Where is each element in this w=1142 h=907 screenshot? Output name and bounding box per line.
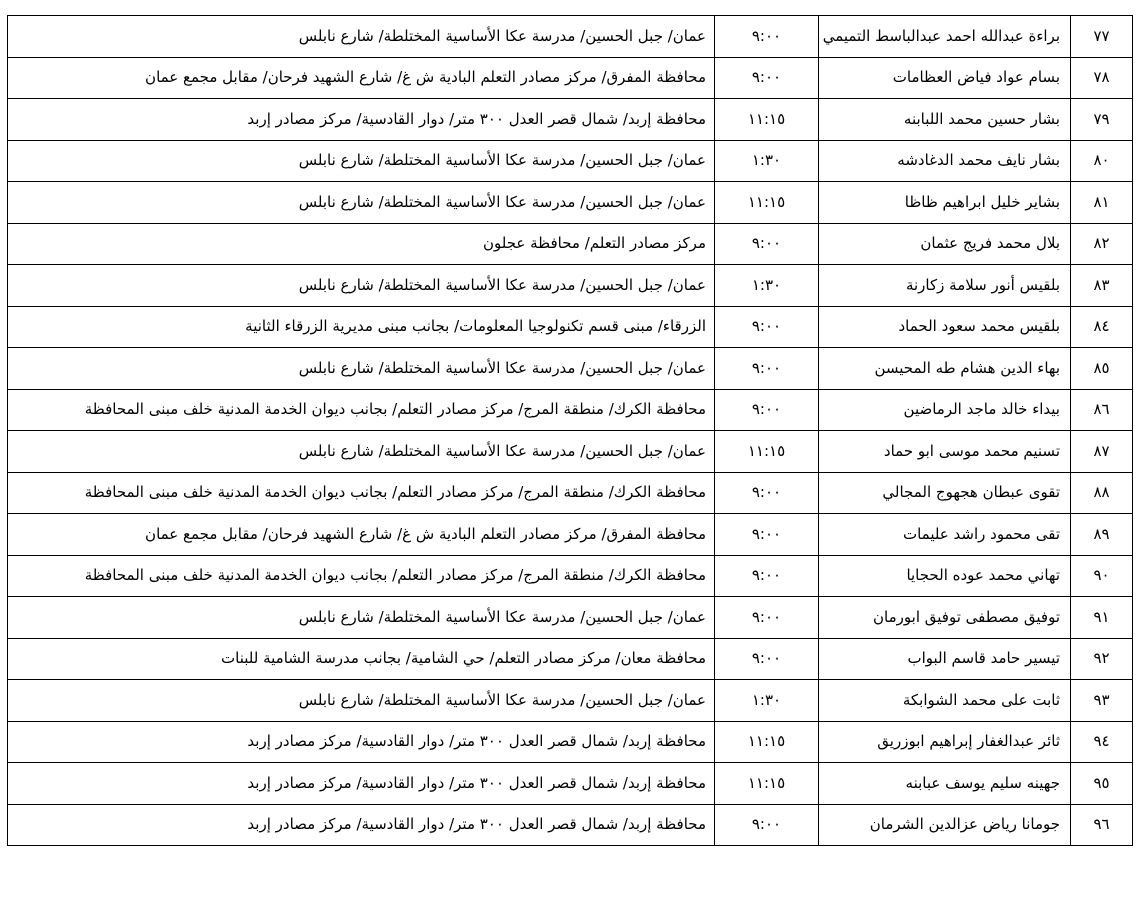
time-cell: ٩:٠٠ xyxy=(715,306,819,348)
time-cell: ١١:١٥ xyxy=(715,763,819,805)
name-cell: بلال محمد فريج عثمان xyxy=(819,223,1071,265)
time-cell: ٩:٠٠ xyxy=(715,638,819,680)
time-cell: ١١:١٥ xyxy=(715,182,819,224)
time-cell: ٩:٠٠ xyxy=(715,57,819,99)
name-cell: تقوى عبطان هجهوج المجالي xyxy=(819,472,1071,514)
row-number-cell: ٨٦ xyxy=(1071,389,1133,431)
time-cell: ٩:٠٠ xyxy=(715,223,819,265)
row-number-cell: ٩٦ xyxy=(1071,804,1133,846)
location-cell: عمان/ جبل الحسين/ مدرسة عكا الأساسية المختلطة/ شارع نابلس xyxy=(8,348,715,390)
name-cell: تقى محمود راشد عليمات xyxy=(819,514,1071,556)
location-cell: عمان/ جبل الحسين/ مدرسة عكا الأساسية المختلطة/ شارع نابلس xyxy=(8,431,715,473)
table-row xyxy=(8,804,1133,846)
table-row xyxy=(8,223,1133,265)
row-number-cell: ٨١ xyxy=(1071,182,1133,224)
name-cell: بلقيس أنور سلامة زكارنة xyxy=(819,265,1071,307)
table-row xyxy=(8,721,1133,763)
location-cell: عمان/ جبل الحسين/ مدرسة عكا الأساسية المختلطة/ شارع نابلس xyxy=(8,597,715,639)
table-row xyxy=(8,472,1133,514)
table-row xyxy=(8,182,1133,224)
name-cell: بشاير خليل ابراهيم ظاظا xyxy=(819,182,1071,224)
time-cell: ٩:٠٠ xyxy=(715,389,819,431)
location-cell: محافظة المفرق/ مركز مصادر التعلم البادية ش غ/ شارع الشهيد فرحان/ مقابل مجمع عمان xyxy=(8,57,715,99)
location-cell: عمان/ جبل الحسين/ مدرسة عكا الأساسية المختلطة/ شارع نابلس xyxy=(8,680,715,722)
location-cell: عمان/ جبل الحسين/ مدرسة عكا الأساسية المختلطة/ شارع نابلس xyxy=(8,182,715,224)
location-cell: محافظة إربد/ شمال قصر العدل ٣٠٠ متر/ دوار القادسية/ مركز مصادر إربد xyxy=(8,99,715,141)
location-cell: محافظة إربد/ شمال قصر العدل ٣٠٠ متر/ دوار القادسية/ مركز مصادر إربد xyxy=(8,763,715,805)
time-cell: ١١:١٥ xyxy=(715,721,819,763)
row-number-cell: ٨٩ xyxy=(1071,514,1133,556)
name-cell: بهاء الدين هشام طه المحيسن xyxy=(819,348,1071,390)
row-number-cell: ٩٣ xyxy=(1071,680,1133,722)
row-number-cell: ٨٨ xyxy=(1071,472,1133,514)
table-row xyxy=(8,597,1133,639)
table-row xyxy=(8,306,1133,348)
time-cell: ١:٣٠ xyxy=(715,140,819,182)
location-cell: محافظة الكرك/ منطقة المرج/ مركز مصادر التعلم/ بجانب ديوان الخدمة المدنية خلف مبنى المحافظة xyxy=(8,389,715,431)
table-row xyxy=(8,680,1133,722)
name-cell: تهاني محمد عوده الحجايا xyxy=(819,555,1071,597)
location-cell: محافظة المفرق/ مركز مصادر التعلم البادية ش غ/ شارع الشهيد فرحان/ مقابل مجمع عمان xyxy=(8,514,715,556)
exam-schedule-table xyxy=(7,15,1133,846)
name-cell: جومانا رياض عزالدين الشرمان xyxy=(819,804,1071,846)
row-number-cell: ٨٢ xyxy=(1071,223,1133,265)
row-number-cell: ٨٣ xyxy=(1071,265,1133,307)
time-cell: ٩:٠٠ xyxy=(715,555,819,597)
time-cell: ١١:١٥ xyxy=(715,431,819,473)
location-cell: محافظة إربد/ شمال قصر العدل ٣٠٠ متر/ دوار القادسية/ مركز مصادر إربد xyxy=(8,804,715,846)
location-cell: محافظة إربد/ شمال قصر العدل ٣٠٠ متر/ دوار القادسية/ مركز مصادر إربد xyxy=(8,721,715,763)
name-cell: جهينه سليم يوسف عبابنه xyxy=(819,763,1071,805)
name-cell: تيسير حامد قاسم البواب xyxy=(819,638,1071,680)
time-cell: ٩:٠٠ xyxy=(715,804,819,846)
row-number-cell: ٨٠ xyxy=(1071,140,1133,182)
location-cell: الزرقاء/ مبنى قسم تكنولوجيا المعلومات/ بجانب مبنى مديرية الزرقاء الثانية xyxy=(8,306,715,348)
table-row xyxy=(8,99,1133,141)
table-row xyxy=(8,555,1133,597)
row-number-cell: ٩٥ xyxy=(1071,763,1133,805)
name-cell: بشار نايف محمد الدغادشه xyxy=(819,140,1071,182)
row-number-cell: ٨٥ xyxy=(1071,348,1133,390)
table-row xyxy=(8,57,1133,99)
time-cell: ٩:٠٠ xyxy=(715,597,819,639)
table-row xyxy=(8,16,1133,58)
table-row xyxy=(8,638,1133,680)
time-cell: ١:٣٠ xyxy=(715,680,819,722)
table-row xyxy=(8,265,1133,307)
name-cell: ثائر عبدالغفار إبراهيم ابوزريق xyxy=(819,721,1071,763)
time-cell: ٩:٠٠ xyxy=(715,472,819,514)
table-body xyxy=(8,16,1133,846)
table-row xyxy=(8,514,1133,556)
location-cell: عمان/ جبل الحسين/ مدرسة عكا الأساسية المختلطة/ شارع نابلس xyxy=(8,140,715,182)
location-cell: محافظة الكرك/ منطقة المرج/ مركز مصادر التعلم/ بجانب ديوان الخدمة المدنية خلف مبنى المحافظة xyxy=(8,555,715,597)
row-number-cell: ٩٠ xyxy=(1071,555,1133,597)
table-row xyxy=(8,389,1133,431)
row-number-cell: ٧٩ xyxy=(1071,99,1133,141)
name-cell: بلقيس محمد سعود الحماد xyxy=(819,306,1071,348)
location-cell: محافظة الكرك/ منطقة المرج/ مركز مصادر التعلم/ بجانب ديوان الخدمة المدنية خلف مبنى المحافظة xyxy=(8,472,715,514)
time-cell: ٩:٠٠ xyxy=(715,16,819,58)
location-cell: عمان/ جبل الحسين/ مدرسة عكا الأساسية المختلطة/ شارع نابلس xyxy=(8,16,715,58)
location-cell: مركز مصادر التعلم/ محافظة عجلون xyxy=(8,223,715,265)
table-row xyxy=(8,140,1133,182)
row-number-cell: ٧٧ xyxy=(1071,16,1133,58)
location-cell: محافظة معان/ مركز مصادر التعلم/ حي الشامية/ بجانب مدرسة الشامية للبنات xyxy=(8,638,715,680)
table-row xyxy=(8,431,1133,473)
name-cell: بيداء خالد ماجد الرماضين xyxy=(819,389,1071,431)
row-number-cell: ٩٤ xyxy=(1071,721,1133,763)
table-row xyxy=(8,348,1133,390)
name-cell: بسام عواد فياض العظامات xyxy=(819,57,1071,99)
row-number-cell: ٨٤ xyxy=(1071,306,1133,348)
time-cell: ١١:١٥ xyxy=(715,99,819,141)
name-cell: براءة عبدالله احمد عبدالباسط التميمي xyxy=(819,16,1071,58)
time-cell: ٩:٠٠ xyxy=(715,514,819,556)
name-cell: تسنيم محمد موسى ابو حماد xyxy=(819,431,1071,473)
time-cell: ١:٣٠ xyxy=(715,265,819,307)
location-cell: عمان/ جبل الحسين/ مدرسة عكا الأساسية المختلطة/ شارع نابلس xyxy=(8,265,715,307)
row-number-cell: ٩٢ xyxy=(1071,638,1133,680)
time-cell: ٩:٠٠ xyxy=(715,348,819,390)
table-row xyxy=(8,763,1133,805)
row-number-cell: ٨٧ xyxy=(1071,431,1133,473)
name-cell: بشار حسين محمد اللبابنه xyxy=(819,99,1071,141)
row-number-cell: ٧٨ xyxy=(1071,57,1133,99)
name-cell: ثابت على محمد الشوابكة xyxy=(819,680,1071,722)
row-number-cell: ٩١ xyxy=(1071,597,1133,639)
document-page xyxy=(7,15,1133,846)
name-cell: توفيق مصطفى توفيق ابورمان xyxy=(819,597,1071,639)
